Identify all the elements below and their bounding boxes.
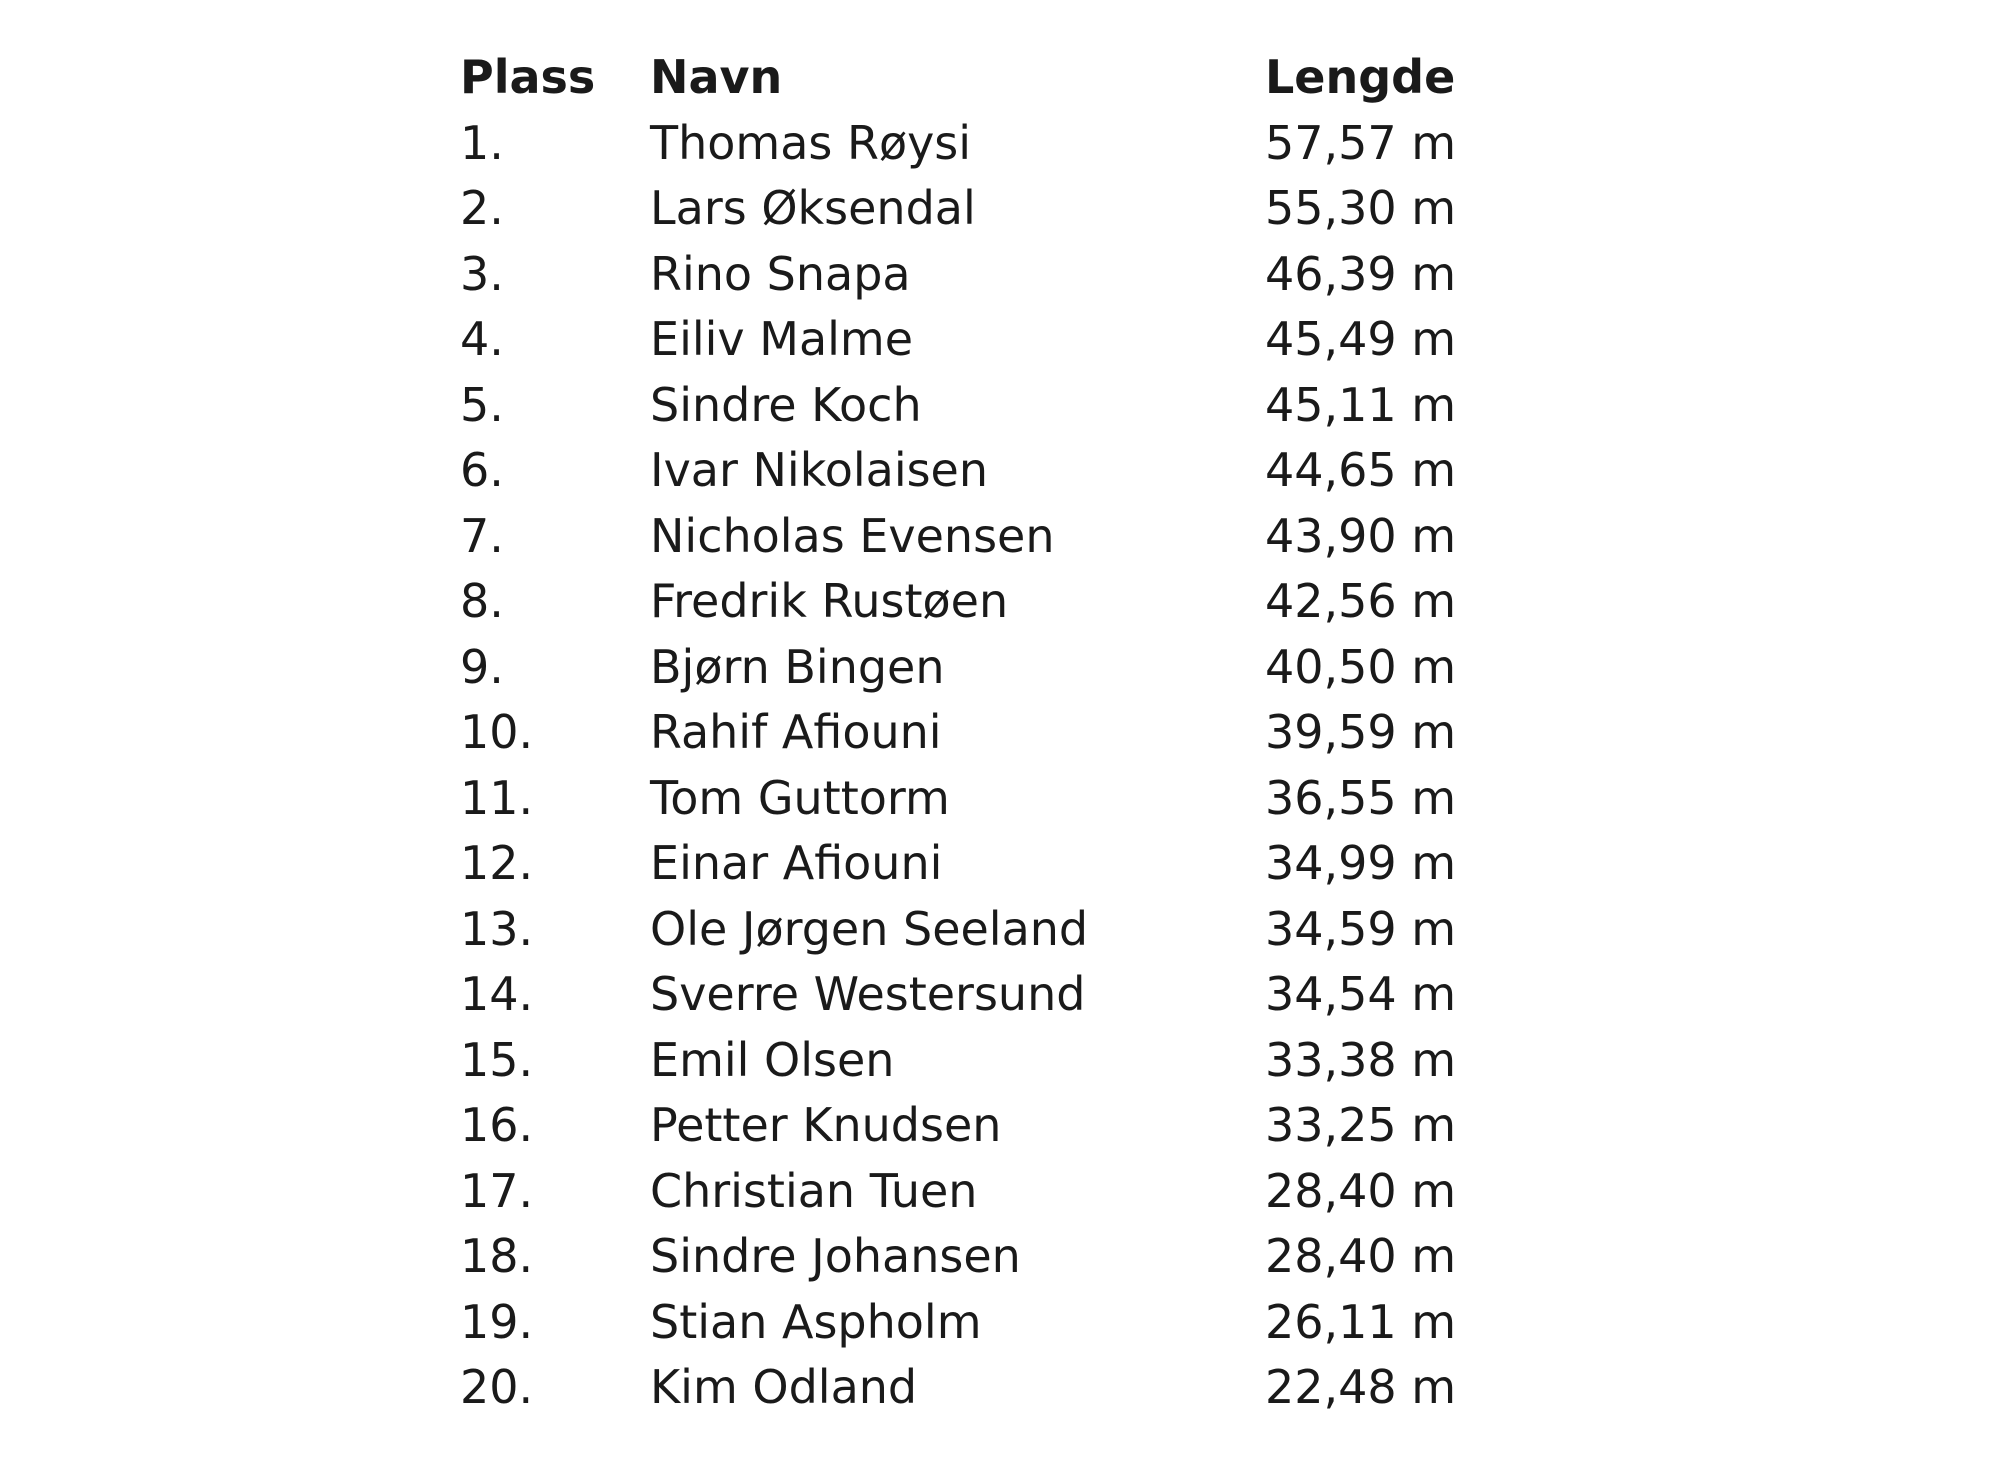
row-place: 12. xyxy=(460,836,534,891)
table-row xyxy=(460,176,1505,242)
row-name: Tom Guttorm xyxy=(650,770,950,825)
table-row xyxy=(460,1027,1505,1093)
row-name: Sindre Johansen xyxy=(650,1229,1021,1284)
table-row xyxy=(460,241,1505,307)
table-row xyxy=(460,634,1505,700)
row-name: Emil Olsen xyxy=(650,1032,895,1087)
row-name: Nicholas Evensen xyxy=(650,508,1055,563)
row-place: 5. xyxy=(460,377,504,432)
table-row xyxy=(460,765,1505,831)
row-place: 2. xyxy=(460,181,504,236)
table-body xyxy=(460,110,1505,1420)
row-length: 26,11 m xyxy=(1265,1294,1457,1349)
row-name: Thomas Røysi xyxy=(650,115,972,170)
row-length: 33,25 m xyxy=(1265,1098,1457,1153)
row-length: 34,99 m xyxy=(1265,836,1457,891)
header-place: Plass xyxy=(460,50,596,104)
table-row xyxy=(460,1093,1505,1159)
row-place: 7. xyxy=(460,508,504,563)
row-name: Rahif Afiouni xyxy=(650,705,942,760)
row-place: 1. xyxy=(460,115,504,170)
row-name: Rino Snapa xyxy=(650,246,911,301)
table-row xyxy=(460,962,1505,1028)
row-place: 3. xyxy=(460,246,504,301)
row-length: 34,59 m xyxy=(1265,901,1457,956)
row-place: 16. xyxy=(460,1098,534,1153)
row-place: 17. xyxy=(460,1163,534,1218)
row-name: Fredrik Rustøen xyxy=(650,574,1009,629)
row-length: 40,50 m xyxy=(1265,639,1457,694)
table-row xyxy=(460,700,1505,766)
row-name: Christian Tuen xyxy=(650,1163,978,1218)
row-place: 11. xyxy=(460,770,534,825)
table-row xyxy=(460,569,1505,635)
row-name: Bjørn Bingen xyxy=(650,639,945,694)
row-length: 44,65 m xyxy=(1265,443,1457,498)
table-row xyxy=(460,896,1505,962)
row-place: 20. xyxy=(460,1360,534,1415)
table-row xyxy=(460,307,1505,373)
row-length: 43,90 m xyxy=(1265,508,1457,563)
row-place: 13. xyxy=(460,901,534,956)
row-place: 6. xyxy=(460,443,504,498)
row-place: 19. xyxy=(460,1294,534,1349)
row-length: 46,39 m xyxy=(1265,246,1457,301)
row-name: Petter Knudsen xyxy=(650,1098,1002,1153)
row-length: 45,11 m xyxy=(1265,377,1457,432)
row-length: 42,56 m xyxy=(1265,574,1457,629)
table-row xyxy=(460,438,1505,504)
table-row xyxy=(460,1355,1505,1421)
row-name: Ole Jørgen Seeland xyxy=(650,901,1089,956)
results-table xyxy=(460,46,1505,1420)
row-name: Eiliv Malme xyxy=(650,312,914,367)
header-name: Navn xyxy=(650,50,783,104)
row-name: Einar Afiouni xyxy=(650,836,943,891)
row-length: 57,57 m xyxy=(1265,115,1457,170)
row-length: 28,40 m xyxy=(1265,1229,1457,1284)
table-row xyxy=(460,372,1505,438)
row-name: Kim Odland xyxy=(650,1360,918,1415)
row-length: 45,49 m xyxy=(1265,312,1457,367)
row-place: 9. xyxy=(460,639,504,694)
row-place: 15. xyxy=(460,1032,534,1087)
table-row xyxy=(460,831,1505,897)
row-length: 55,30 m xyxy=(1265,181,1457,236)
row-length: 33,38 m xyxy=(1265,1032,1457,1087)
table-row xyxy=(460,1158,1505,1224)
table-row xyxy=(460,1289,1505,1355)
row-place: 18. xyxy=(460,1229,534,1284)
row-length: 22,48 m xyxy=(1265,1360,1457,1415)
row-length: 39,59 m xyxy=(1265,705,1457,760)
row-place: 8. xyxy=(460,574,504,629)
row-length: 28,40 m xyxy=(1265,1163,1457,1218)
table-row xyxy=(460,503,1505,569)
row-place: 14. xyxy=(460,967,534,1022)
row-name: Lars Øksendal xyxy=(650,181,976,236)
table-row xyxy=(460,1224,1505,1290)
header-row xyxy=(460,46,1505,108)
table-row xyxy=(460,110,1505,176)
row-length: 34,54 m xyxy=(1265,967,1457,1022)
row-name: Ivar Nikolaisen xyxy=(650,443,989,498)
row-place: 10. xyxy=(460,705,534,760)
row-place: 4. xyxy=(460,312,504,367)
row-length: 36,55 m xyxy=(1265,770,1457,825)
row-name: Stian Aspholm xyxy=(650,1294,982,1349)
row-name: Sverre Westersund xyxy=(650,967,1086,1022)
header-length: Lengde xyxy=(1265,50,1456,104)
row-name: Sindre Koch xyxy=(650,377,922,432)
